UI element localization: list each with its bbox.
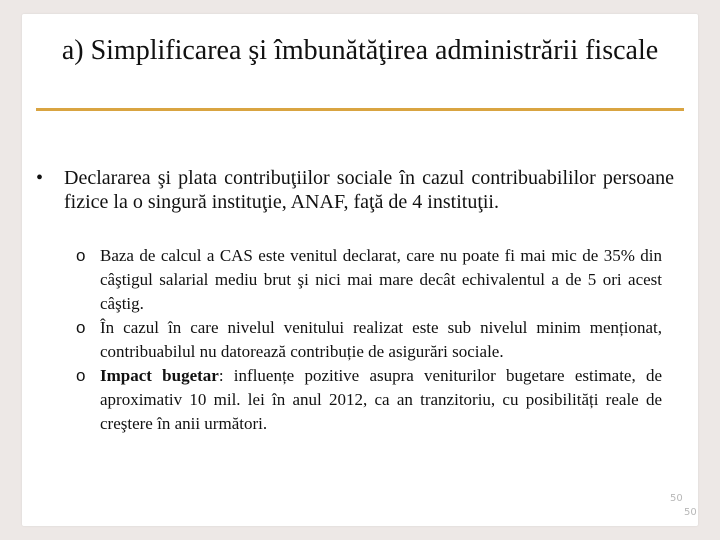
sub-bullet-text: Baza de calcul a CAS este venitul declarat, care nu poate fi mai mic de 35% din câştigul salarial mediu brut şi nici mai mare decât echivalentul a de 5 ori acest câştig. [100,246,662,313]
main-bullet [36,166,674,214]
bullet-marker: • [36,167,44,189]
impact-text: : influențe pozitive asupra veniturilor bugetare estimate, de aproximativ 10 mil. lei în anul 2012, ca an tranzitoriu, cu posibilități reale de creştere în anii următori. [100,366,662,433]
sub-bullet-list [76,244,666,436]
main-bullet-text: Declararea şi plata contribuţiilor sociale în cazul contribuabililor persoane fizice la o singură instituţie, ANAF, faţă de 4 instituţii. [64,167,674,213]
sub-bullet-marker: o [76,246,86,265]
sub-bullet-marker: o [76,318,86,337]
sub-bullet-text [100,364,662,436]
sub-bullet-item [76,364,666,436]
page-number-shadow: 50 [684,507,697,518]
sub-bullet-item [76,244,666,316]
sub-bullet-text: În cazul în care nivelul venitului realizat este sub nivelul minim menționat, contribuabilul nu datorează contribuție de asigurări sociale. [100,318,662,361]
page-number: 50 [670,493,683,504]
sub-bullet-item [76,316,666,364]
sub-bullet-marker: o [76,366,86,385]
impact-label: Impact bugetar [100,366,219,385]
title-divider [36,108,684,111]
slide-title: a) Simplificarea şi îmbunătăţirea administrării fiscale [61,35,659,66]
